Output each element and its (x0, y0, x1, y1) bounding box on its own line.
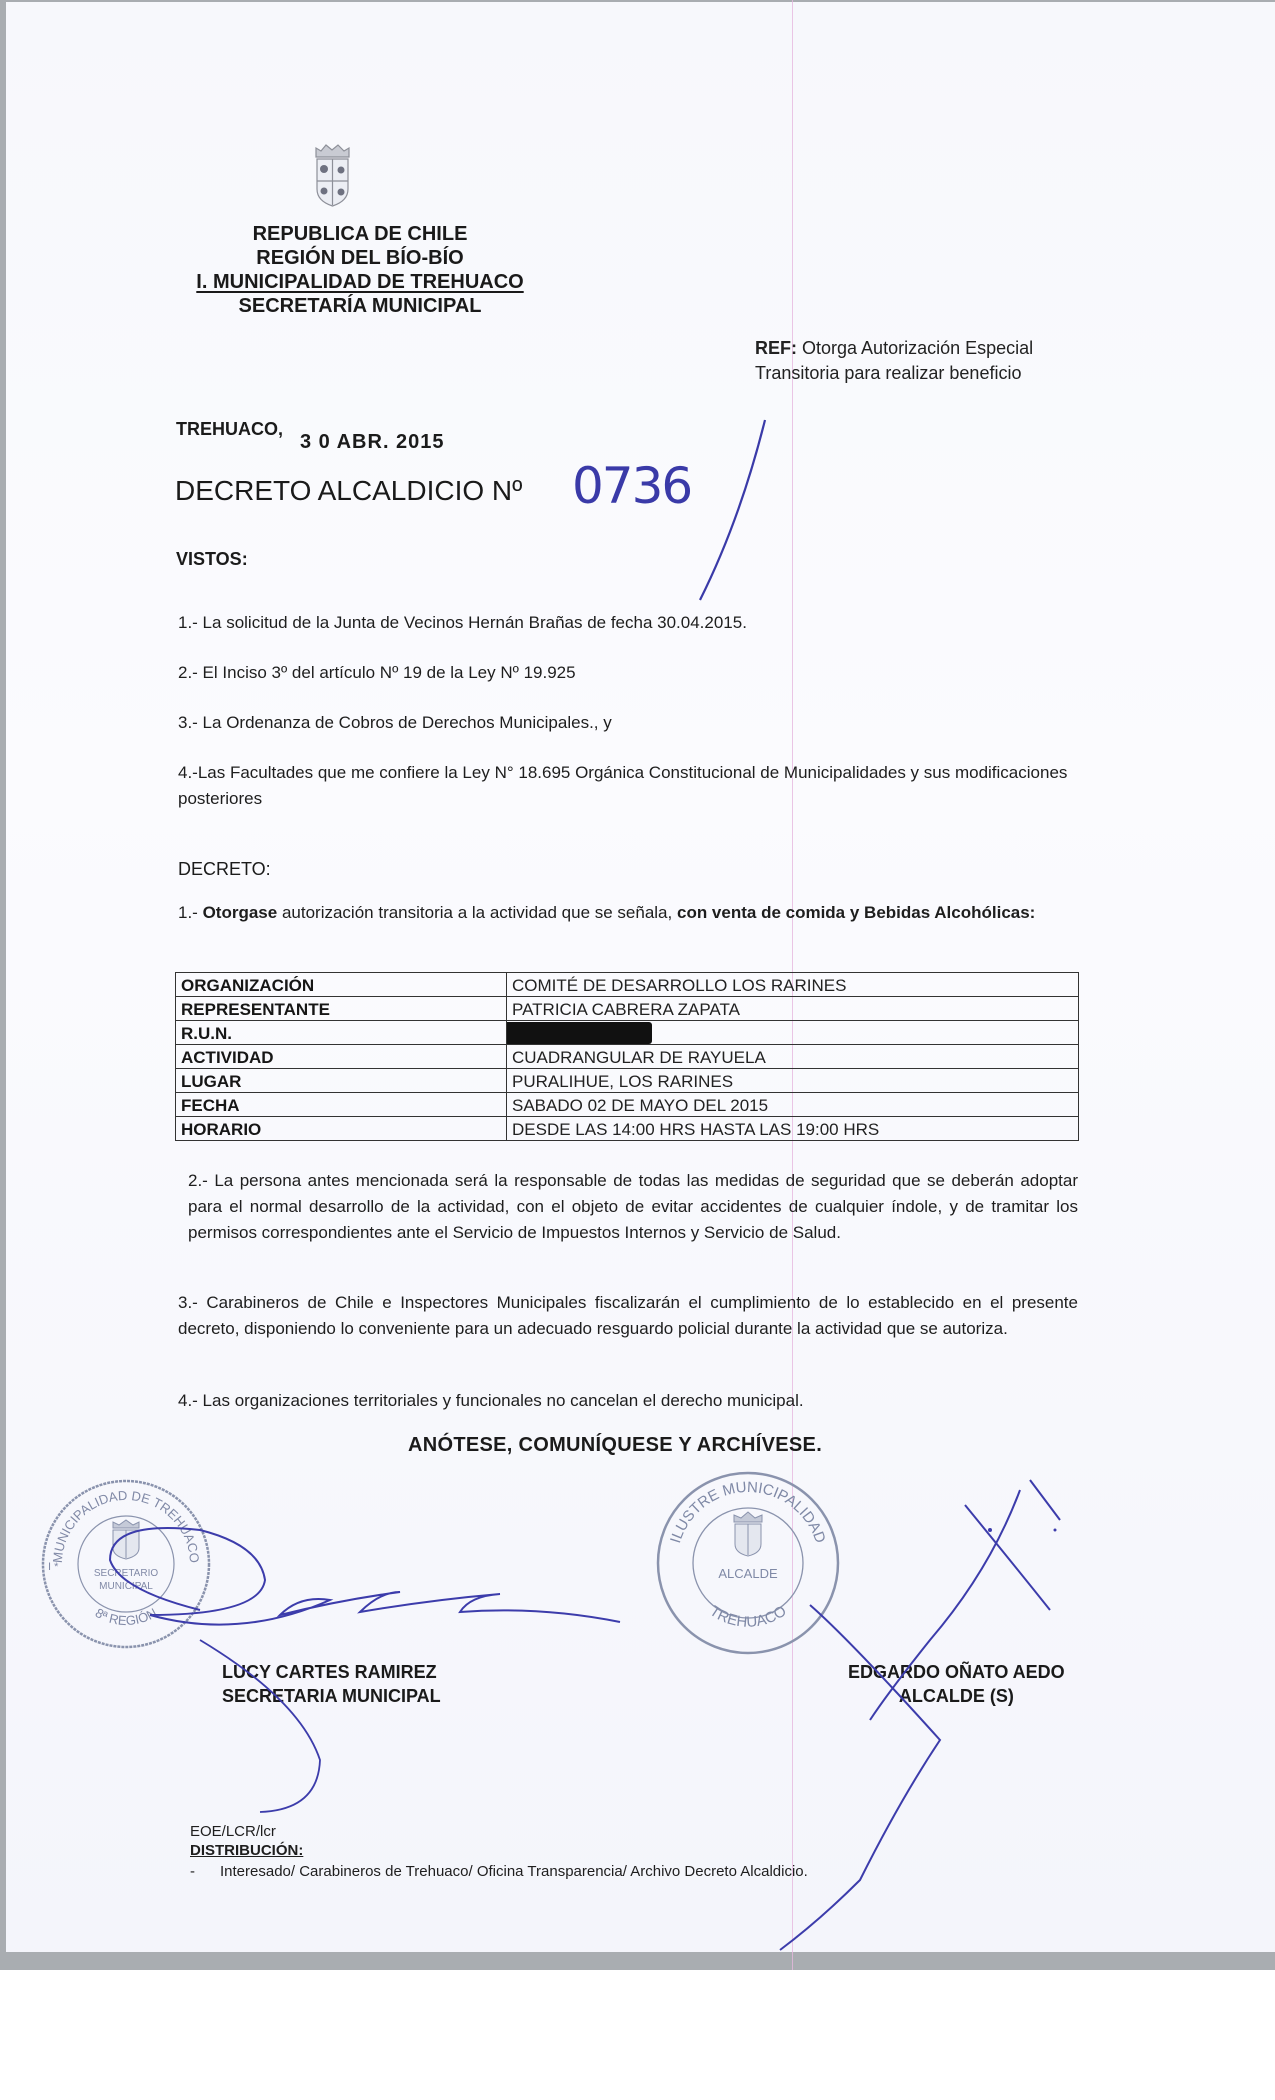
row-value: COMITÉ DE DESARROLLO LOS RARINES (507, 973, 1079, 997)
table-row (176, 997, 1079, 1021)
secretary-seal-stamp (40, 1478, 212, 1650)
item-bold-text: con venta de comida y Bebidas Alcohólicas: (676, 903, 1036, 922)
stamp-ring-bottom-text: TREHUACO (706, 1602, 790, 1631)
redaction-bar (507, 1022, 653, 1044)
row-value: SABADO 02 DE MAYO DEL 2015 (507, 1093, 1079, 1117)
stamp-mark-text: I * (48, 1561, 59, 1573)
letterhead-region: REGIÓN DEL BÍO-BÍO (256, 247, 464, 269)
reference-line-1: Otorga Autorización Especial (802, 338, 1034, 358)
svg-text:TREHUACO (707, 1603, 790, 1631)
signatory-left-name: LUCY CARTES RAMIREZ (222, 1662, 437, 1682)
table-row (176, 1021, 1079, 1045)
stamp-ring-text: ILUSTRE MUNICIPALIDAD (667, 1478, 829, 1546)
reference-initials: EOE/LCR/lcr (190, 1823, 276, 1840)
signatory-right (848, 1660, 1065, 1708)
svg-text:8ª REGIÓN (93, 1605, 159, 1628)
activity-details-table (175, 972, 1079, 1141)
vistos-item: 1.- La solicitud de la Junta de Vecinos Hernán Brañas de fecha 30.04.2015. (178, 613, 747, 632)
table-row (176, 1117, 1079, 1141)
coat-of-arms-icon (310, 143, 355, 208)
vistos-item: 3.- La Ordenanza de Cobros de Derechos Municipales., y (178, 713, 612, 732)
row-key: FECHA (176, 1093, 507, 1117)
row-value: PURALIHUE, LOS RARINES (507, 1069, 1079, 1093)
row-key: ACTIVIDAD (176, 1045, 507, 1069)
reference-block (755, 336, 1115, 386)
row-value: DESDE LAS 14:00 HRS HASTA LAS 19:00 HRS (507, 1117, 1079, 1141)
letterhead-municipality: I. MUNICIPALIDAD DE TREHUACO (196, 271, 524, 293)
row-value (507, 1021, 1079, 1045)
decreto-item-1 (178, 900, 1078, 926)
decree-number-handwritten: 0736 (572, 457, 692, 515)
item-number: 1.- (178, 903, 198, 922)
reference-line-2: Transitoria para realizar beneficio (755, 363, 1022, 383)
footer (190, 1822, 808, 1881)
row-key: ORGANIZACIÓN (176, 973, 507, 997)
vistos-heading: VISTOS: (176, 549, 248, 569)
letterhead-department: SECRETARÍA MUNICIPAL (238, 295, 482, 317)
row-key: LUGAR (176, 1069, 507, 1093)
table-row (176, 1093, 1079, 1117)
row-value: CUADRANGULAR DE RAYUELA (507, 1045, 1079, 1069)
row-value: PATRICIA CABRERA ZAPATA (507, 997, 1079, 1021)
decreto-item-3: 3.- Carabineros de Chile e Inspectores Municipales fiscalizarán el cumplimiento de lo establecido en el presente decreto, disponiendo lo conveniente para un adecuado resguardo policial durante la actividad que se autoriza. (178, 1293, 1078, 1338)
letterhead (195, 222, 525, 318)
stamp-center-text: SECRETARIO (93, 1568, 159, 1579)
signatory-left-role: SECRETARIA MUNICIPAL (222, 1686, 441, 1706)
distribution-list: Interesado/ Carabineros de Trehuaco/ Oficina Transparencia/ Archivo Decreto Alcaldicio. (220, 1863, 808, 1880)
decreto-heading: DECRETO: (178, 859, 271, 879)
distribution-label: DISTRIBUCIÓN: (190, 1842, 304, 1859)
row-key: R.U.N. (176, 1021, 507, 1045)
table-row (176, 973, 1079, 997)
date-stamp: 3 0 ABR. 2015 (300, 431, 445, 453)
distribution-item (190, 1862, 808, 1881)
table-row (176, 1045, 1079, 1069)
bullet: - (190, 1863, 195, 1880)
decreto-item-4: 4.- Las organizaciones territoriales y funcionales no cancelan el derecho municipal. (178, 1391, 804, 1410)
stamp-ring-text: MUNICIPALIDAD DE TREHUACO (49, 1487, 203, 1564)
stamp-center-text: ALCALDE (718, 1566, 778, 1581)
reference-label: REF: (755, 338, 797, 358)
signatory-right-role: ALCALDE (S) (898, 1686, 1014, 1706)
stamp-ring-bottom-text: 8ª REGIÓN (92, 1605, 160, 1629)
stamp-center-text: MUNICIPAL (99, 1581, 153, 1592)
decreto-item-2: 2.- La persona antes mencionada será la responsable de todas las medidas de seguridad que se deberán adoptar para el normal desarrollo de la actividad, con el objeto de evitar accidentes de cualquier índole, y de tramitar los permisos correspondientes ante el Servicio de Impuestos Internos y Servicio de Salud. (188, 1171, 1078, 1242)
vistos-item: 2.- El Inciso 3º del artículo Nº 19 de la Ley Nº 19.925 (178, 663, 576, 682)
item-keyword: Otorgase (202, 903, 278, 922)
signatory-left (222, 1660, 441, 1708)
decree-title: DECRETO ALCALDICIO Nº (175, 475, 523, 506)
mayor-seal-stamp (655, 1470, 841, 1656)
table-row (176, 1069, 1079, 1093)
row-key: REPRESENTANTE (176, 997, 507, 1021)
signatory-right-name: EDGARDO OÑATO AEDO (848, 1662, 1065, 1682)
closing-formula: ANÓTESE, COMUNÍQUESE Y ARCHÍVESE. (408, 1434, 823, 1456)
letterhead-country: REPUBLICA DE CHILE (252, 223, 468, 245)
vistos-item: 4.-Las Facultades que me confiere la Ley N° 18.695 Orgánica Constitucional de Municipalidades y sus modificaciones posteriores (178, 763, 1068, 808)
item-text: autorización transitoria a la actividad que se señala, (281, 903, 673, 922)
place-label: TREHUACO, (176, 419, 283, 439)
row-key: HORARIO (176, 1117, 507, 1141)
